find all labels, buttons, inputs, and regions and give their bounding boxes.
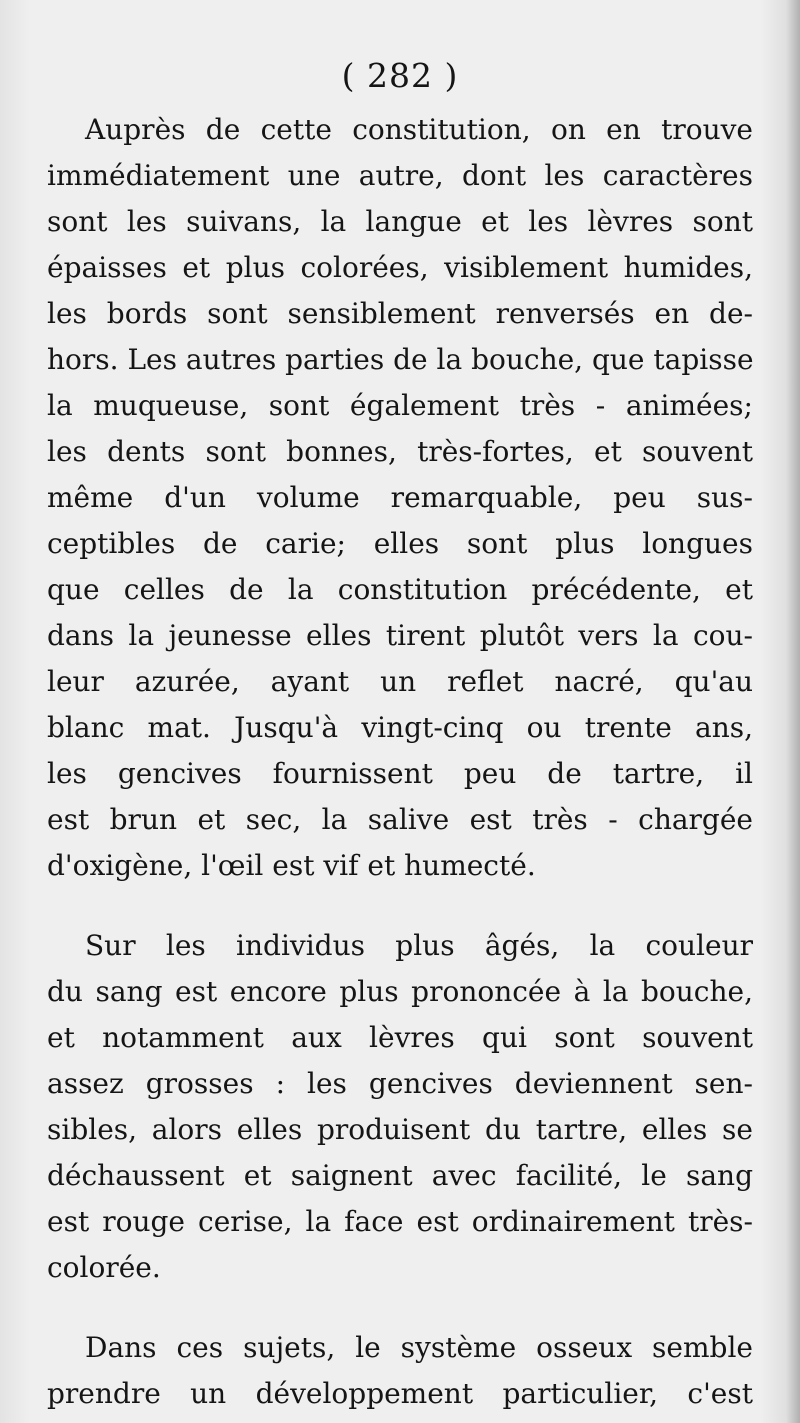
text-line: ceptibles de carie; elles sont plus longues <box>47 527 753 560</box>
text-line: dans la jeunesse elles tirent plutôt vers la cou- <box>47 619 753 652</box>
paragraph-3 <box>47 1325 753 1417</box>
text-line: sibles, alors elles produisent du tartre, elles se <box>47 1113 753 1146</box>
text-line: même d'un volume remarquable, peu sus- <box>47 481 753 514</box>
text-line: colorée. <box>47 1251 161 1284</box>
text-line: prendre un développement particulier, c'est <box>47 1377 753 1410</box>
text-line: est brun et sec, la salive est très - chargée <box>47 803 753 836</box>
page-edge-shadow <box>786 0 800 1423</box>
text-line: blanc mat. Jusqu'à vingt-cinq ou trente ans, <box>47 711 753 744</box>
text-line: d'oxigène, l'œil est vif et humecté. <box>47 849 536 882</box>
text-line: leur azurée, ayant un reflet nacré, qu'au <box>47 665 753 698</box>
text-line: les dents sont bonnes, très-fortes, et souvent <box>47 435 753 468</box>
text-line: les gencives fournissent peu de tartre, il <box>47 757 753 790</box>
text-line: Sur les individus plus âgés, la couleur <box>85 929 753 962</box>
paragraph-2 <box>47 923 753 1291</box>
text-line: est rouge cerise, la face est ordinairement très- <box>47 1205 753 1238</box>
text-line: hors. Les autres parties de la bouche, que tapisse <box>47 343 754 376</box>
text-line: épaisses et plus colorées, visiblement humides, <box>47 251 753 284</box>
text-line: Auprès de cette constitution, on en trouve <box>85 113 753 146</box>
text-line: la muqueuse, sont également très - animées; <box>47 389 753 422</box>
text-line: déchaussent et saignent avec facilité, le sang <box>47 1159 753 1192</box>
text-line: que celles de la constitution précédente, et <box>47 573 753 606</box>
page-number: ( 282 ) <box>341 56 459 95</box>
text-line: du sang est encore plus prononcée à la bouche, <box>47 975 753 1008</box>
text-line: immédiatement une autre, dont les caractères <box>47 159 753 192</box>
body-text <box>47 107 753 1423</box>
text-line: assez grosses : les gencives deviennent sen- <box>47 1067 753 1100</box>
paragraph-1 <box>47 107 753 889</box>
text-line: sont les suivans, la langue et les lèvres sont <box>47 205 753 238</box>
text-line: les bords sont sensiblement renversés en de- <box>47 297 753 330</box>
text-line: et notamment aux lèvres qui sont souvent <box>47 1021 753 1054</box>
text-line: Dans ces sujets, le système osseux semble <box>85 1331 753 1364</box>
